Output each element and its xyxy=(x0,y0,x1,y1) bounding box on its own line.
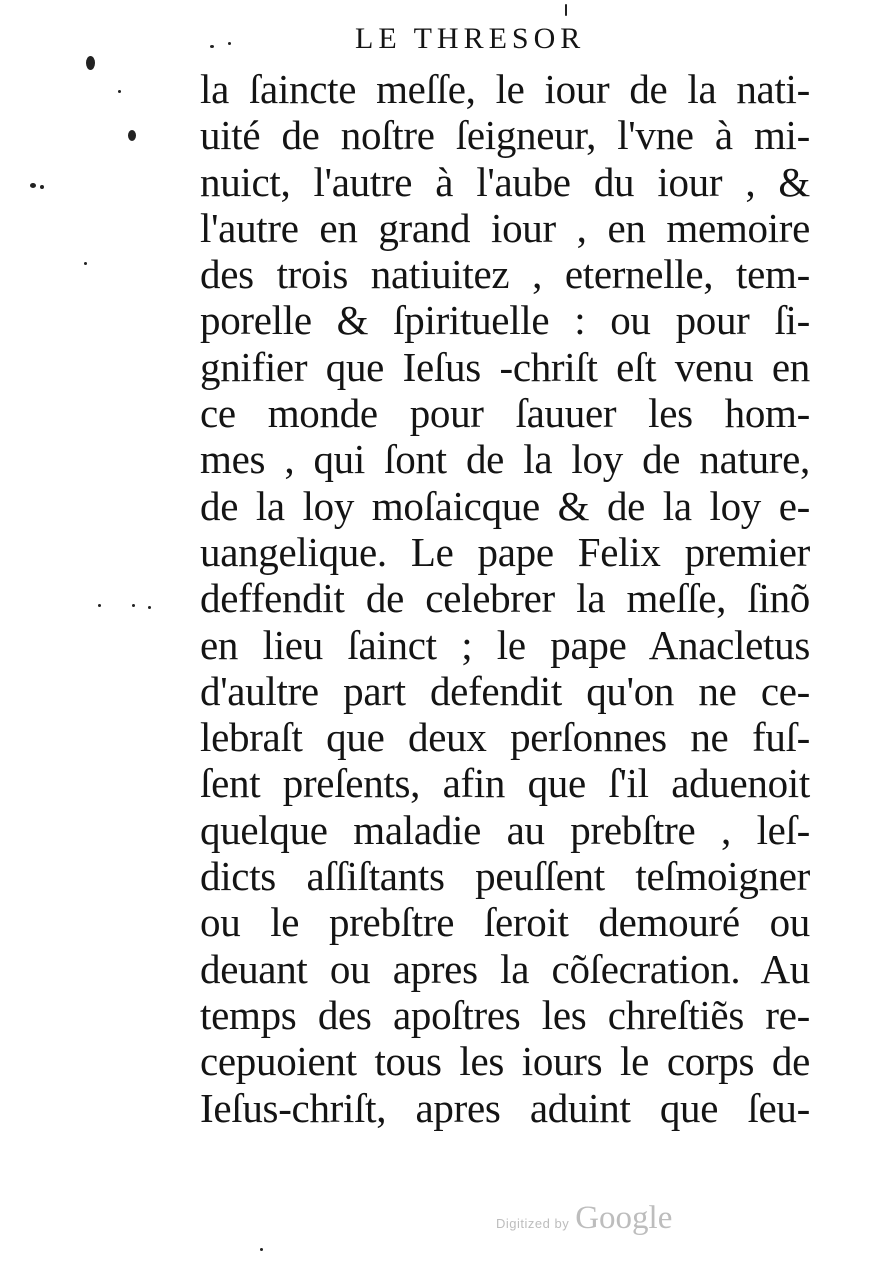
text-line: uangelique. Le pape Felix premier xyxy=(200,528,810,575)
ink-speck xyxy=(40,185,44,189)
text-line: ou le prebſtre ſeroit demouré ou xyxy=(200,899,810,946)
ink-speck xyxy=(98,604,101,607)
ink-speck xyxy=(132,604,135,607)
running-head: LE THRESOR xyxy=(355,22,586,55)
text-line: l'autre en grand iour , en memoire xyxy=(200,204,810,251)
digitized-by-google-watermark xyxy=(496,1200,672,1237)
text-line: porelle & ſpirituelle : ou pour ſi- xyxy=(200,297,810,344)
text-line: nuict, l'autre à l'aube du iour , & xyxy=(200,158,810,205)
text-line: la ſaincte meſſe, le iour de la nati- xyxy=(200,66,810,112)
ink-speck xyxy=(128,130,136,141)
ink-speck xyxy=(118,90,121,93)
ink-speck xyxy=(86,56,95,70)
ink-speck xyxy=(228,42,231,45)
text-line: Ieſus-chriſt, apres aduint que ſeu- xyxy=(200,1084,810,1131)
text-line: cepuoient tous les iours le corps de xyxy=(200,1038,810,1085)
text-line: des trois natiuitez , eternelle, tem- xyxy=(200,251,810,298)
text-line: lebraſt que deux perſonnes ne fuſ- xyxy=(200,714,810,761)
ink-speck xyxy=(565,4,567,16)
ink-speck xyxy=(148,606,151,609)
text-line: mes , qui ſont de la loy de nature, xyxy=(200,436,810,483)
ink-speck xyxy=(84,262,87,265)
google-logo: Google xyxy=(575,1200,673,1236)
body-text xyxy=(200,66,810,1131)
text-line: ſent preſents, afin que ſ'il aduenoit xyxy=(200,760,810,807)
ink-speck xyxy=(260,1248,263,1251)
text-line: quelque maladie au prebſtre , leſ- xyxy=(200,806,810,853)
ink-speck xyxy=(210,45,214,48)
text-line: ce monde pour ſauuer les hom- xyxy=(200,390,810,437)
text-line: uité de noſtre ſeigneur, l'vne à mi- xyxy=(200,112,810,159)
text-line: deuant ou apres la cõſecration. Au xyxy=(200,945,810,992)
watermark-prefix: Digitized by xyxy=(496,1216,570,1231)
text-line: gnifier que Ieſus -chriſt eſt venu en xyxy=(200,343,810,390)
text-line: de la loy moſaicque & de la loy e- xyxy=(200,482,810,529)
text-line: dicts aſſiſtants peuſſent teſmoigner xyxy=(200,853,810,900)
text-line: en lieu ſainct ; le pape Anacletus xyxy=(200,621,810,668)
text-line: temps des apoſtres les chreſtiẽs re- xyxy=(200,991,810,1038)
ink-speck xyxy=(30,183,36,188)
text-line: deffendit de celebrer la meſſe, ſinõ xyxy=(200,575,810,622)
text-line: d'aultre part defendit qu'on ne ce- xyxy=(200,667,810,714)
